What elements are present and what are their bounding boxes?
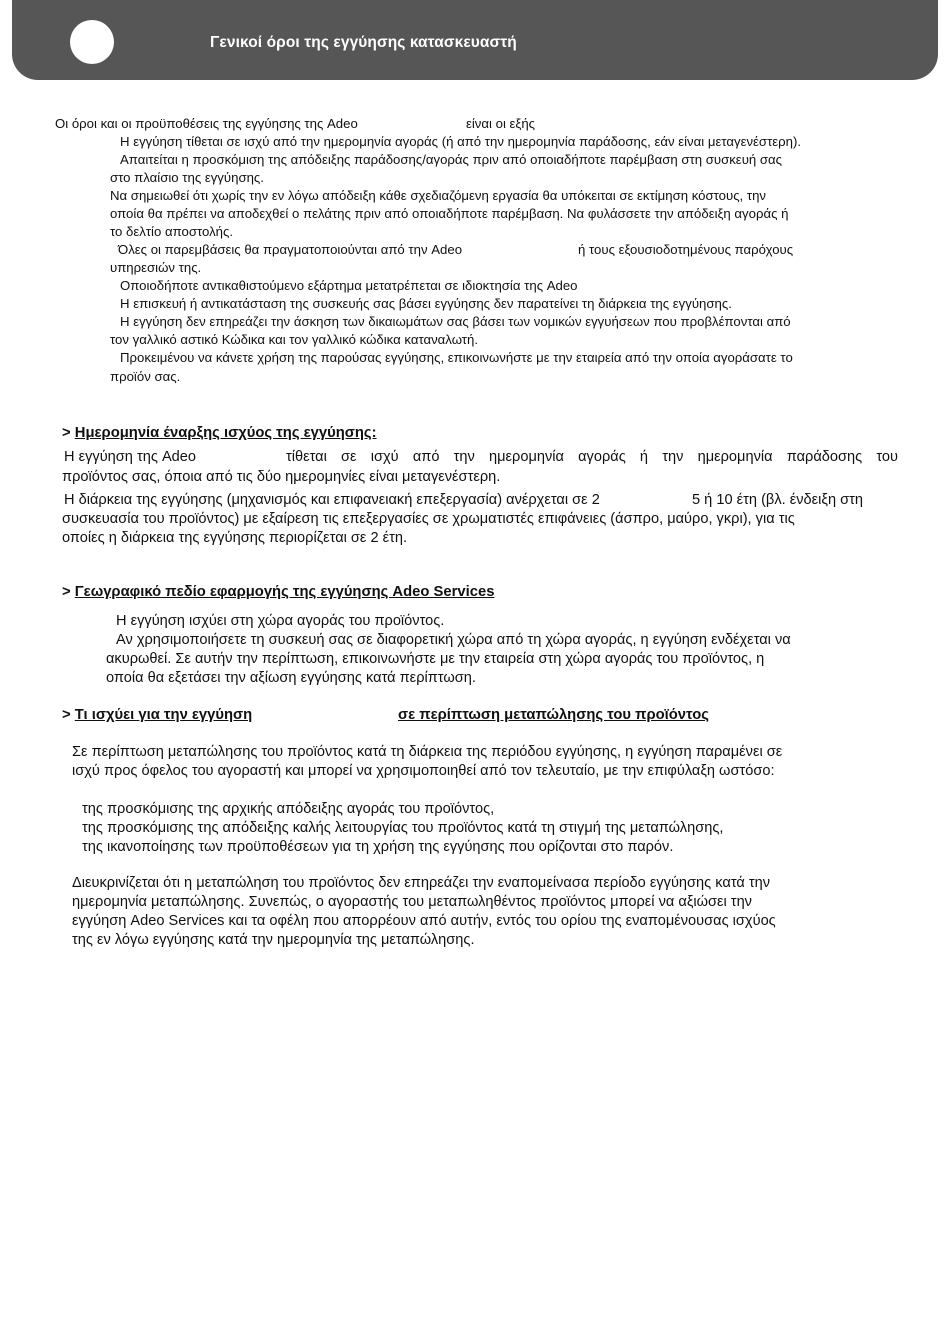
list-item: της προσκόμισης της αρχικής απόδειξης αγοράς του προϊόντος, <box>82 801 495 817</box>
intro-lead-b: είναι οι εξής <box>466 116 536 131</box>
intro-line: Όλες οι παρεμβάσεις θα πραγματοποιούνται από την Adeo <box>118 242 463 257</box>
list-item: της ικανοποίησης των προϋποθέσεων για τη χρήση της εγγύησης που ορίζονται στο παρόν. <box>82 839 674 855</box>
intro-line: ή τους εξουσιοδοτημένους παρόχους <box>578 242 794 257</box>
intro-line: στο πλαίσιο της εγγύησης. <box>110 170 264 185</box>
paragraph-line: ημερομηνία μεταπώλησης. Συνεπώς, ο αγοραστής του μεταπωληθέντος προϊόντος μπορεί να αξιώσει την <box>72 894 752 910</box>
paragraph-line: Διευκρινίζεται ότι η μεταπώληση του προϊόντος δεν επηρεάζει την εναπομείνασα περίοδο εγγύησης κατά την <box>72 875 771 891</box>
paragraph-line: Η διάρκεια της εγγύησης (μηχανισμός και επιφανειακή επεξεργασία) ανέρχεται σε 2 <box>64 492 600 508</box>
paragraph-line: εγγύηση Adeo Services και τα οφέλη που απορρέουν από αυτήν, εντός του ορίου της εναπομένουσας ισχύος <box>72 913 776 929</box>
intro-line: Απαιτείται η προσκόμιση της απόδειξης παράδοσης/αγοράς πριν από οποιαδήποτε παρέμβαση στη συσκευή σας <box>120 152 783 167</box>
page-title: Γενικοί όροι της εγγύησης κατασκευαστή <box>210 34 517 51</box>
heading-marker: > <box>62 707 71 723</box>
paragraph-line: Σε περίπτωση μεταπώλησης του προϊόντος κατά τη διάρκεια της περιόδου εγγύησης, η εγγύηση παραμένει σε <box>72 744 783 760</box>
section-heading <box>62 425 377 441</box>
intro-line: Η εγγύηση δεν επηρεάζει την άσκηση των δικαιωμάτων σας βάσει των νομικών εγγυήσεων που προβλέπονται από <box>120 314 791 329</box>
paragraph-line: ακυρωθεί. Σε αυτήν την περίπτωση, επικοινωνήστε με την εταιρεία στη χώρα αγοράς του προϊόντος, η <box>106 651 765 667</box>
intro-line: Να σημειωθεί ότι χωρίς την εν λόγω απόδειξη κάθε σχεδιαζόμενη εργασία θα υπόκειται σε εκτίμηση κόστους, την <box>110 188 767 203</box>
paragraph-line: Η εγγύηση ισχύει στη χώρα αγοράς του προϊόντος. <box>116 613 445 629</box>
heading-marker: > <box>62 425 71 441</box>
paragraph-line: προϊόντος σας, όποια από τις δύο ημερομηνίες είναι μεταγενέστερη. <box>62 469 501 485</box>
intro-line: Οποιοδήποτε αντικαθιστούμενο εξάρτημα μετατρέπεται σε ιδιοκτησία της Adeo <box>120 278 578 293</box>
heading-marker: > <box>62 584 71 600</box>
heading-text: Ημερομηνία έναρξης ισχύος της εγγύησης: <box>74 425 377 441</box>
list-item: της προσκόμισης της απόδειξης καλής λειτουργίας του προϊόντος κατά τη στιγμή της μεταπώλησης, <box>82 820 724 836</box>
paragraph-line: 5 ή 10 έτη (βλ. ένδειξη στη <box>692 492 863 508</box>
intro-line: προϊόν σας. <box>110 369 181 384</box>
intro-line: υπηρεσιών της. <box>110 260 202 275</box>
heading-text: σε περίπτωση μεταπώλησης του προϊόντος <box>398 707 709 723</box>
paragraph-line: Αν χρησιμοποιήσετε τη συσκευή σας σε διαφορετική χώρα από τη χώρα αγοράς, η εγγύηση ενδέχεται να <box>116 632 791 648</box>
paragraph-line: τίθεται σε ισχύ από την ημερομηνία αγοράς ή την ημερομηνία παράδοσης του <box>286 449 898 465</box>
intro-line: τον γαλλικό αστικό Κώδικα και τον γαλλικό κώδικα καταναλωτή. <box>110 332 479 347</box>
heading-text: Τι ισχύει για την εγγύηση <box>74 707 253 723</box>
paragraph-line: οποία θα εξετάσει την αξίωση εγγύησης κατά περίπτωση. <box>106 670 476 686</box>
heading-text: Γεωγραφικό πεδίο εφαρμογής της εγγύησης Adeo Services <box>74 584 495 600</box>
paragraph-line: οποίες η διάρκεια της εγγύησης περιορίζεται σε 2 έτη. <box>62 530 408 546</box>
paragraph-line: συσκευασία του προϊόντος) με εξαίρεση τις επεξεργασίες σε χρωματιστές επιφάνειες (άσπρο, μαύρο, γκρι), για τις <box>62 511 795 527</box>
header-bar <box>12 0 938 80</box>
paragraph-line: Η εγγύηση της Adeo <box>64 449 197 465</box>
intro-line: το δελτίο αποστολής. <box>110 224 234 239</box>
paragraph-line: της εν λόγω εγγύησης κατά την ημερομηνία της μεταπώλησης. <box>72 932 475 948</box>
intro-line: Προκειμένου να κάνετε χρήση της παρούσας εγγύησης, επικοινωνήστε με την εταιρεία από την οποία αγοράσατε το <box>120 350 793 365</box>
section-heading-cont <box>398 707 709 723</box>
section-heading <box>62 584 494 600</box>
paragraph-line: ισχύ προς όφελος του αγοραστή και μπορεί να χρησιμοποιηθεί από τον τελευταίο, με την επιφύλαξη ωστόσο: <box>72 763 775 779</box>
intro-line: Η επισκευή ή αντικατάσταση της συσκευής σας βάσει εγγύησης δεν παρατείνει τη διάρκεια της εγγύησης. <box>120 296 732 311</box>
intro-line: Η εγγύηση τίθεται σε ισχύ από την ημερομηνία αγοράς (ή από την ημερομηνία παράδοσης, εάν είναι μεταγενέστερη). <box>120 134 802 149</box>
intro-lead-a: Οι όροι και οι προϋποθέσεις της εγγύησης της Adeo <box>55 116 358 131</box>
header-circle-icon <box>70 20 114 64</box>
section-heading <box>62 707 252 723</box>
intro-line: οποία θα πρέπει να αποδεχθεί ο πελάτης πριν από οποιαδήποτε παρέμβαση. Να φυλάσσετε την απόδειξη αγοράς ή <box>110 206 789 221</box>
